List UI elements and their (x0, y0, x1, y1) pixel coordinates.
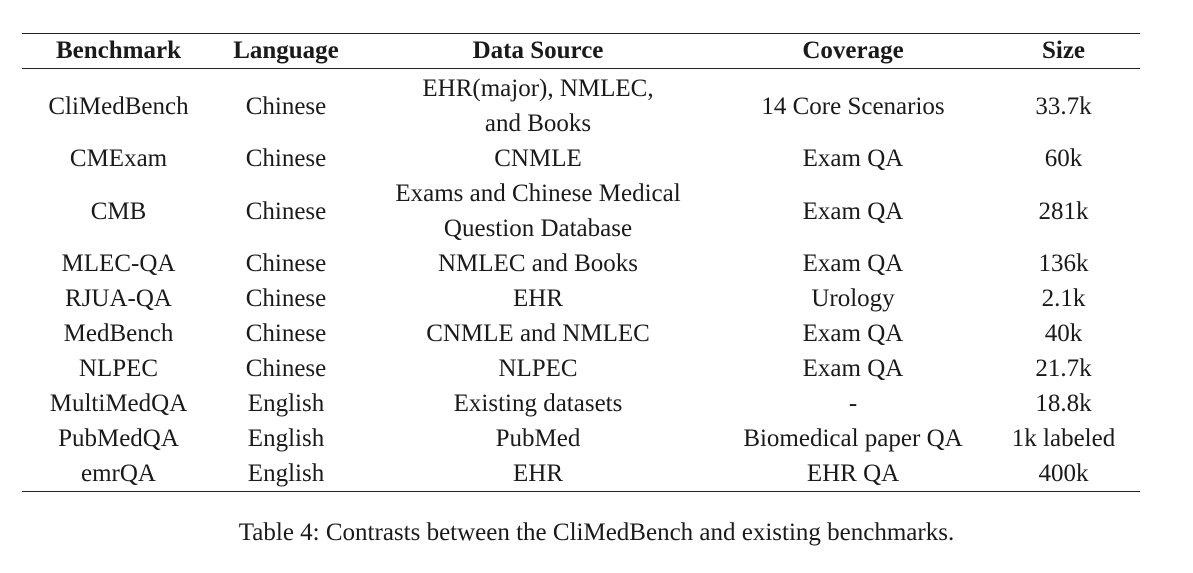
benchmark-table-container (22, 33, 1140, 492)
benchmark-comparison-table (22, 33, 1140, 492)
data-source-line: CNMLE (494, 145, 582, 172)
data-source-line: EHR (513, 285, 563, 312)
cell-coverage: - (848, 390, 858, 417)
table-row (22, 281, 1140, 316)
cell-coverage: Exam QA (802, 355, 904, 382)
table-header-row (22, 34, 1140, 69)
cell-coverage: Biomedical paper QA (743, 425, 963, 452)
table-row (22, 386, 1140, 421)
cell-language: English (247, 460, 325, 487)
header-coverage: Coverage (802, 37, 904, 64)
data-source-line: NMLEC and Books (438, 250, 638, 277)
cell-size: 136k (1038, 250, 1089, 277)
table-body (22, 69, 1140, 492)
cell-coverage: Urology (811, 285, 895, 312)
table-row (22, 351, 1140, 386)
cell-data-source (357, 141, 719, 176)
cell-size: 60k (1044, 145, 1083, 172)
cell-coverage: Exam QA (802, 145, 904, 172)
cell-language: Chinese (245, 355, 327, 382)
table-row (22, 246, 1140, 281)
header-benchmark: Benchmark (56, 37, 181, 64)
header-data-source: Data Source (472, 37, 604, 64)
cell-coverage: Exam QA (802, 320, 904, 347)
cell-data-source (357, 316, 719, 351)
cell-language: English (247, 390, 325, 417)
cell-data-source (357, 176, 719, 246)
cell-benchmark: CMExam (69, 145, 168, 172)
cell-size: 400k (1038, 460, 1089, 487)
table-row (22, 456, 1140, 492)
cell-benchmark: MultiMedQA (49, 390, 188, 417)
cell-benchmark: NLPEC (78, 355, 159, 382)
cell-coverage: EHR QA (806, 460, 900, 487)
cell-size: 1k labeled (1011, 425, 1116, 452)
data-source-line: NLPEC (498, 355, 578, 382)
cell-language: Chinese (245, 285, 327, 312)
cell-benchmark: PubMedQA (58, 425, 179, 452)
cell-size: 40k (1044, 320, 1083, 347)
header-language: Language (233, 37, 339, 64)
cell-benchmark: CliMedBench (48, 92, 189, 120)
data-source-line: EHR (513, 460, 563, 487)
cell-data-source (357, 246, 719, 281)
cell-size: 281k (1038, 197, 1089, 225)
cell-benchmark: CMB (90, 197, 147, 225)
table-row (22, 141, 1140, 176)
cell-language: Chinese (245, 197, 327, 225)
cell-coverage: Exam QA (802, 197, 904, 225)
table-row (22, 69, 1140, 142)
cell-language: English (247, 425, 325, 452)
cell-language: Chinese (245, 92, 327, 120)
data-source-line: CNMLE and NMLEC (426, 320, 650, 347)
cell-data-source (357, 456, 719, 492)
data-source-line: Question Database (443, 215, 633, 242)
cell-language: Chinese (245, 250, 327, 277)
cell-data-source (357, 386, 719, 421)
cell-size: 2.1k (1041, 285, 1086, 312)
header-size: Size (1041, 37, 1086, 64)
cell-data-source (357, 69, 719, 142)
table-row (22, 176, 1140, 246)
cell-data-source (357, 281, 719, 316)
table-row (22, 316, 1140, 351)
data-source-line: EHR(major), NMLEC, (422, 75, 654, 102)
cell-size: 33.7k (1035, 92, 1092, 120)
cell-coverage: Exam QA (802, 250, 904, 277)
cell-benchmark: emrQA (81, 460, 156, 487)
data-source-line: and Books (484, 110, 592, 137)
data-source-line: Exams and Chinese Medical (395, 180, 681, 207)
table-caption: Table 4: Contrasts between the CliMedBench and existing benchmarks. (238, 519, 955, 546)
data-source-line: Existing datasets (453, 390, 623, 417)
cell-coverage: 14 Core Scenarios (761, 92, 945, 120)
cell-data-source (357, 421, 719, 456)
cell-benchmark: MedBench (63, 320, 174, 347)
cell-language: Chinese (245, 320, 327, 347)
cell-size: 21.7k (1035, 355, 1092, 382)
data-source-line: PubMed (495, 425, 581, 452)
cell-language: Chinese (245, 145, 327, 172)
cell-data-source (357, 351, 719, 386)
cell-benchmark: MLEC-QA (61, 250, 176, 277)
table-row (22, 421, 1140, 456)
cell-benchmark: RJUA-QA (65, 285, 172, 312)
cell-size: 18.8k (1035, 390, 1092, 417)
